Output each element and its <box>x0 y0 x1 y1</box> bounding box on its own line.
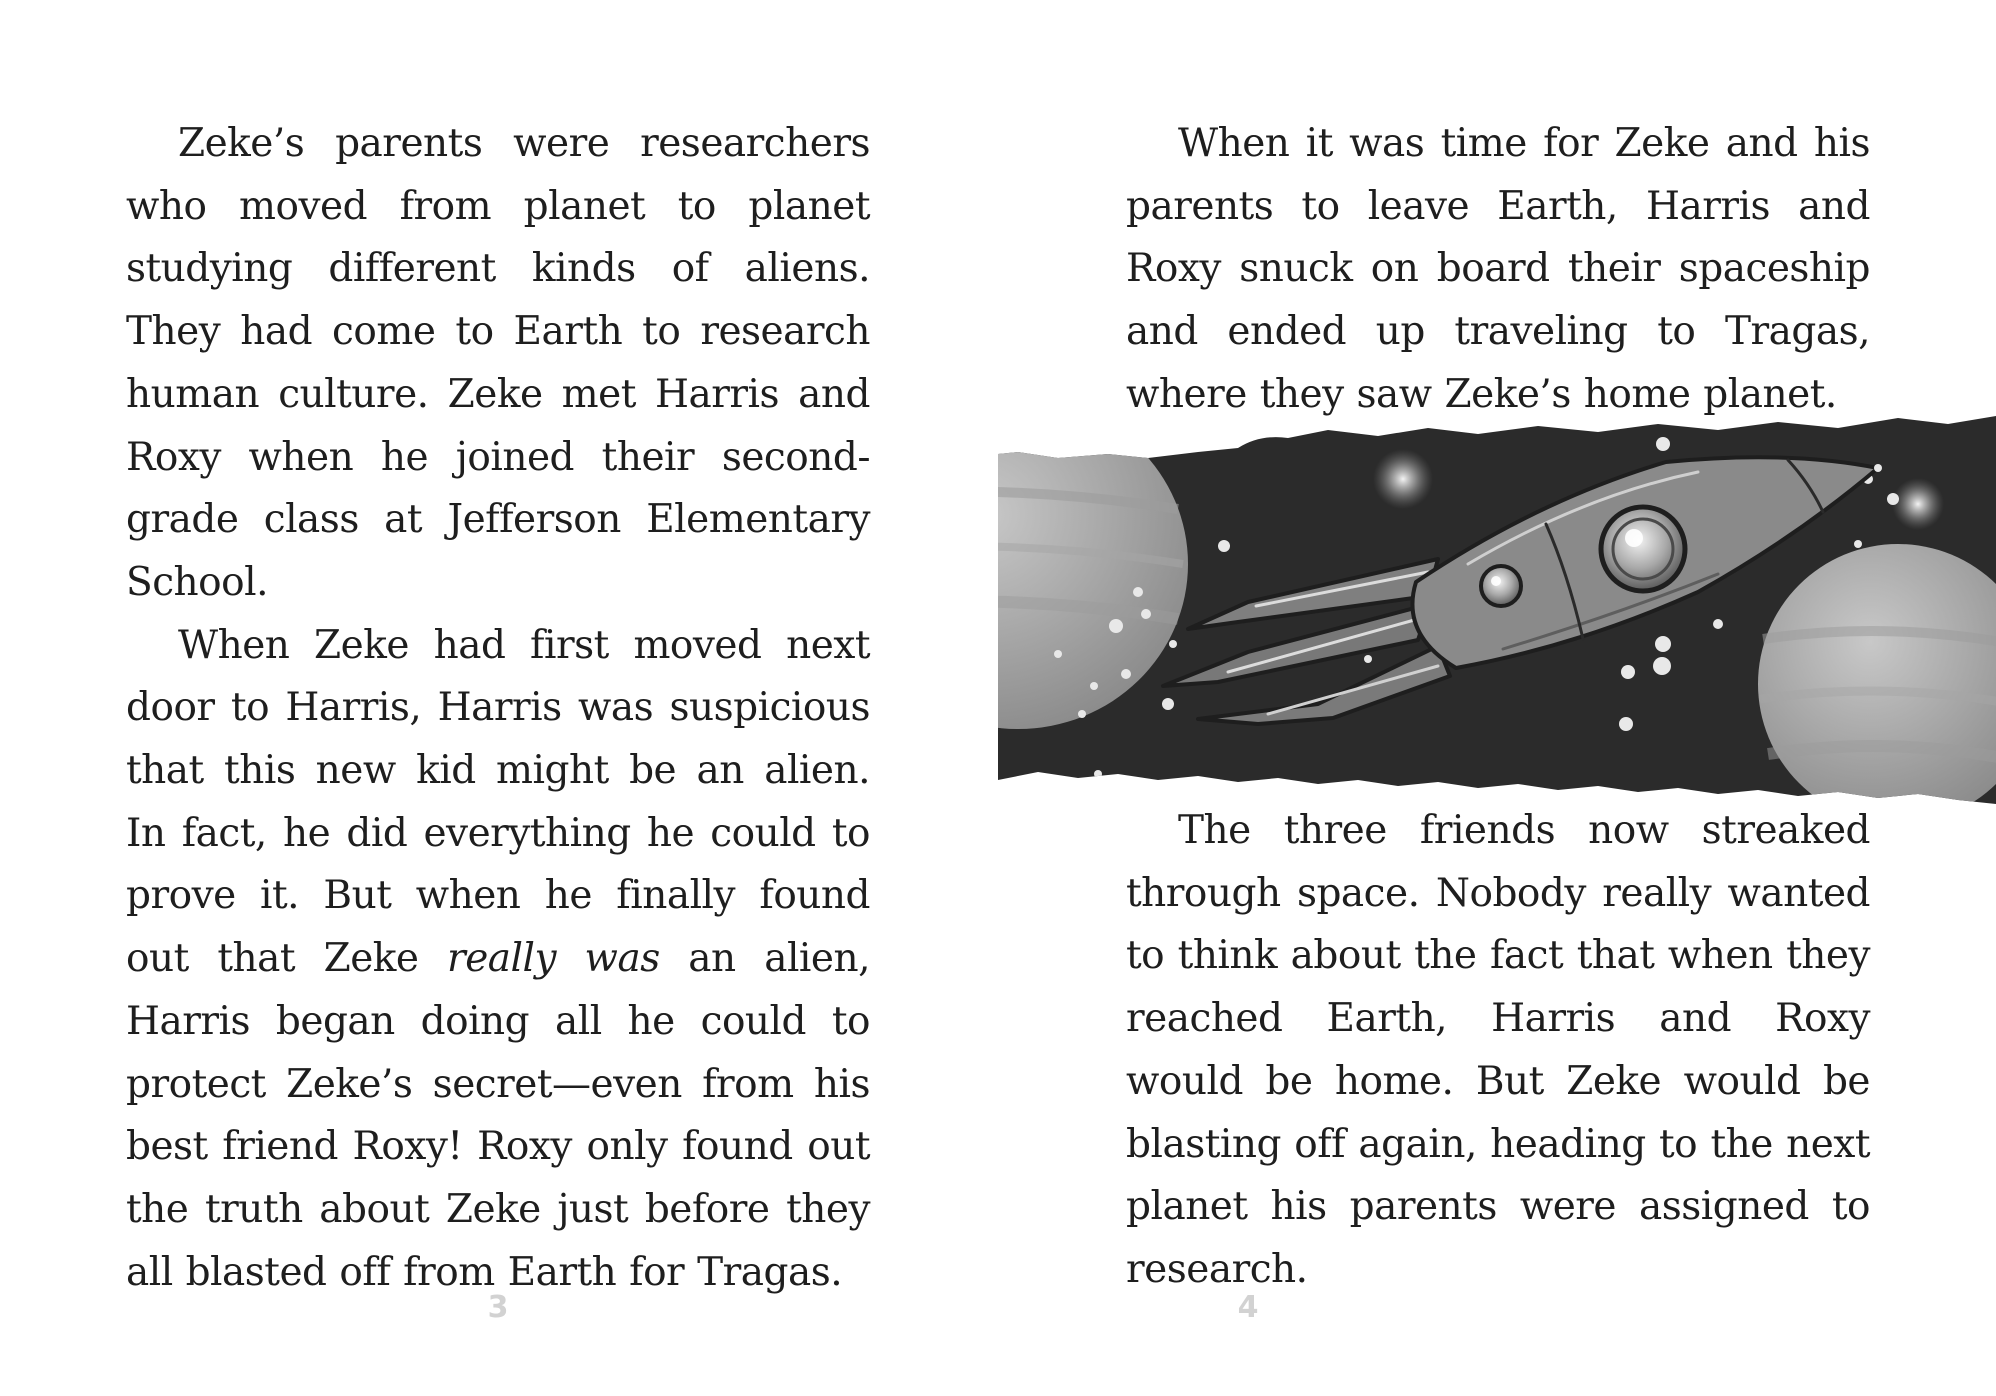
page-number-left: 3 <box>487 1290 509 1325</box>
page-number-right: 4 <box>1237 1290 1259 1325</box>
left-page-text <box>126 113 870 1304</box>
emphasis-really-was: really was <box>447 936 660 982</box>
right-paragraph-2: The three friends now streaked through space. Nobody really wanted to think about the fact that when they reached Earth, Harris and Roxy would be home. But Zeke would be blasting off again, heading to the next planet his parents were assigned to research. <box>1126 808 1870 1292</box>
left-paragraph-2 <box>126 615 870 1305</box>
right-paragraph-1: When it was time for Zeke and his parents to leave Earth, Harris and Roxy snuck on board their spaceship and ended up traveling to Tragas, where they saw Zeke’s home planet. <box>1126 121 1870 417</box>
space-illustration <box>998 414 1996 814</box>
right-page-text-bottom <box>1126 800 1870 1302</box>
left-paragraph-2-after: an alien, Harris began doing all he could to protect Zeke’s secret—even from his best friend Roxy! Roxy only found out the truth about Zeke just before they all blasted off from Earth for Tragas. <box>126 936 870 1295</box>
left-paragraph-1: Zeke’s parents were researchers who moved from planet to planet studying different kinds of aliens. They had come to Earth to research human culture. Zeke met Harris and Roxy when he joined their second-grade class at Jefferson Elementary School. <box>126 121 870 605</box>
left-paragraph-2-before: When Zeke had first moved next door to Harris, Harris was suspicious that this new kid might be an alien. In fact, he did everything he could to prove it. But when he finally found out that Zeke <box>126 622 870 982</box>
space-band <box>998 414 1996 814</box>
right-page-text-top <box>1126 113 1870 427</box>
right-page <box>998 0 1996 1396</box>
